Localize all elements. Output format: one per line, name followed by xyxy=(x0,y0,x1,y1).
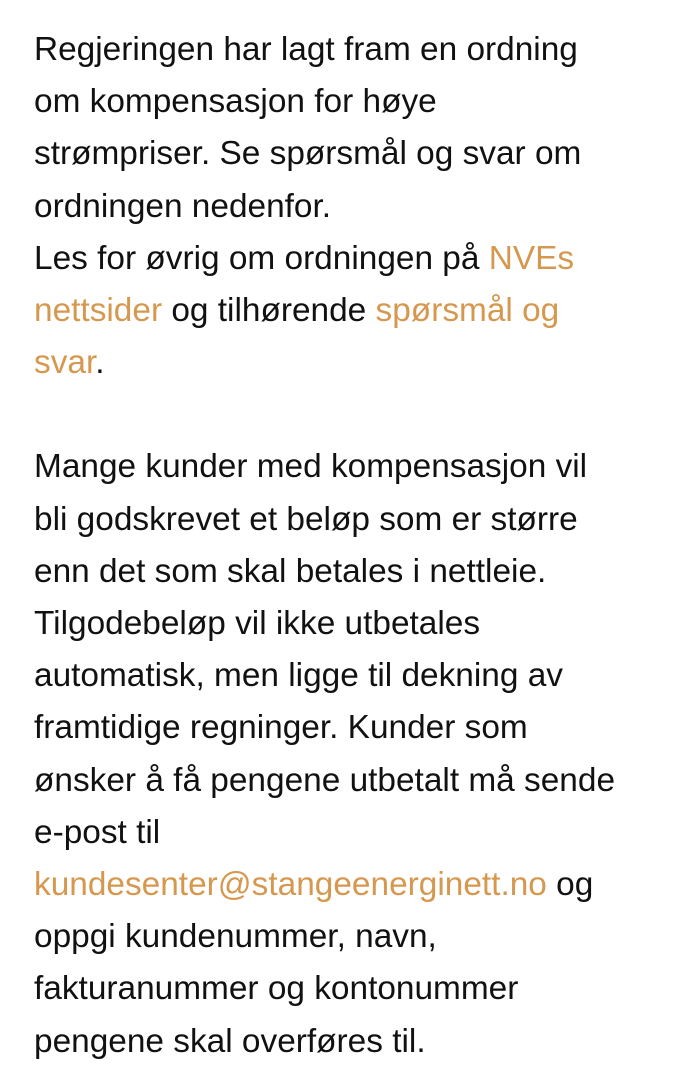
intro-line: om kompensasjon for høye xyxy=(34,83,437,121)
intro-line xyxy=(34,285,646,337)
body-line: pengene skal overføres til. xyxy=(34,1022,426,1060)
qa-link-continued[interactable]: svar xyxy=(34,344,96,382)
email-link[interactable]: kundesenter@stangeenerginett.no xyxy=(34,866,547,904)
body-line: ønsker å få pengene utbetalt må sende xyxy=(34,761,616,799)
intro-text: og tilhørende xyxy=(162,292,376,330)
nve-link-continued[interactable]: nettsider xyxy=(34,292,163,330)
intro-line: strømpriser. Se spørsmål og svar om xyxy=(34,135,582,173)
body-line: oppgi kundenummer, navn, xyxy=(34,918,437,956)
intro-paragraph xyxy=(34,24,646,389)
intro-text: Les for øvrig om ordningen på xyxy=(34,239,489,277)
body-line: automatisk, men ligge til dekning av xyxy=(34,657,563,695)
body-line: framtidige regninger. Kunder som xyxy=(34,709,528,747)
body-line xyxy=(34,859,646,911)
body-line: enn det som skal betales i nettleie. xyxy=(34,552,547,590)
body-paragraph xyxy=(34,441,646,1067)
intro-text: . xyxy=(95,344,105,382)
intro-line xyxy=(34,233,646,285)
body-line: e-post til xyxy=(34,813,161,851)
body-text: og xyxy=(546,866,594,904)
intro-line xyxy=(34,337,646,389)
intro-line: ordningen nedenfor. xyxy=(34,187,332,225)
body-line: fakturanummer og kontonummer xyxy=(34,970,519,1008)
body-line: Tilgodebeløp vil ikke utbetales xyxy=(34,605,481,643)
intro-line: Regjeringen har lagt fram en ordning xyxy=(34,31,578,68)
nve-link[interactable]: NVEs xyxy=(488,239,575,277)
body-line: bli godskrevet et beløp som er større xyxy=(34,500,578,538)
paragraph-spacer xyxy=(34,389,646,441)
qa-link[interactable]: spørsmål og xyxy=(375,292,560,330)
body-line: Mange kunder med kompensasjon vil xyxy=(34,448,588,486)
